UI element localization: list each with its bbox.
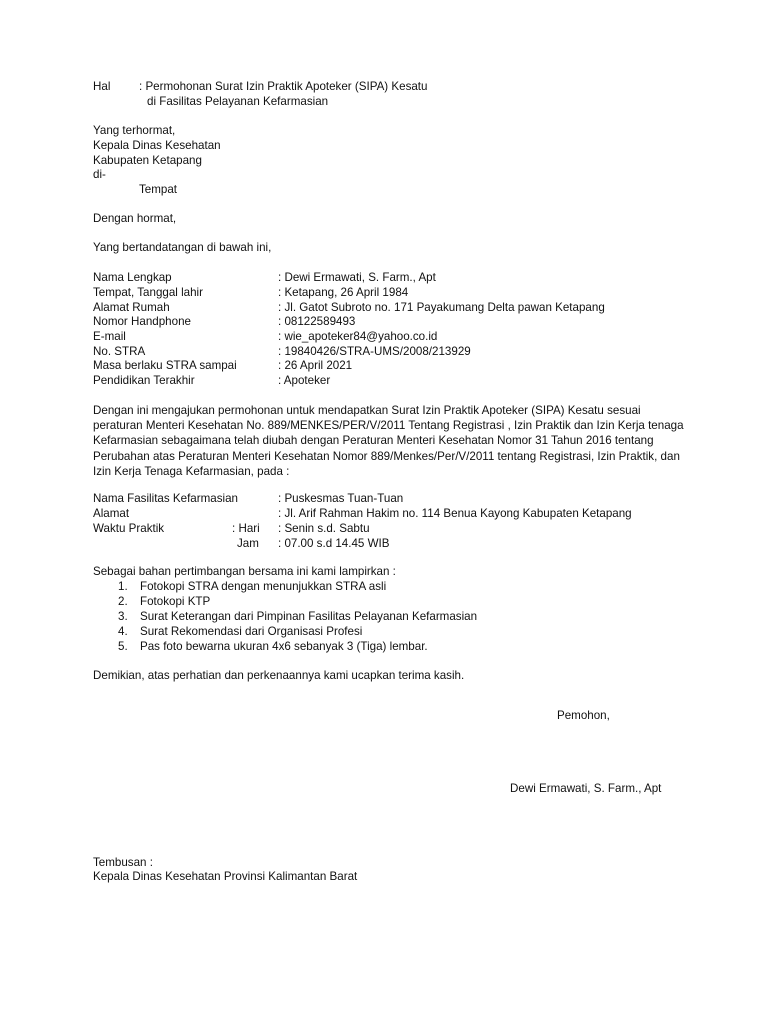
applicant-label-stra-validity: Masa berlaku STRA sampai [93,359,237,372]
addressee-greeting: Yang terhormat, [93,124,176,137]
attachment-number: 4. [118,625,128,638]
attachment-item: Surat Keterangan dari Pimpinan Fasilitas Pelayanan Kefarmasian [140,610,478,623]
signature-role: Pemohon, [557,709,610,722]
attachment-number: 5. [118,640,128,653]
facility-address-value: : Jl. Arif Rahman Hakim no. 114 Benua Kayong Kabupaten Ketapang [278,507,632,520]
facility-day-value: : Senin s.d. Sabtu [278,522,370,535]
body-paragraph: Dengan ini mengajukan permohonan untuk mendapatkan Surat Izin Praktik Apoteker (SIPA) Kesatu sesuai peraturan Menteri Kesehatan No. 889/MENKES/PER/V/2011 Tentang Registrasi , Izin Praktik dan Izin Kerja tenaga Kefarmasian sebagaimana telah diubah dengan Peraturan Menteri Kesehatan Nomor 31 Tahun 2016 tentang Perubahan atas Peraturan Menteri Kesehatan Nomor 889/Menkes/Per/V/2011 tentang Registrasi, Izin Praktik, dan Izin Kerja Tenaga Kefarmasian, pada : [93,404,684,478]
applicant-label-stra: No. STRA [93,345,146,358]
applicant-value-birth: : Ketapang, 26 April 1984 [278,286,409,299]
closing-sentence: Demikian, atas perhatian dan perkenaannya kami ucapkan terima kasih. [93,669,465,682]
attachment-number: 3. [118,610,128,623]
applicant-value-stra-validity: : 26 April 2021 [278,359,353,372]
applicant-label-name: Nama Lengkap [93,271,172,284]
addressee-place: Tempat [139,183,178,196]
facility-address-label: Alamat [93,507,130,520]
facility-hour-label: Jam [237,537,259,550]
salutation: Dengan hormat, [93,212,177,225]
facility-name-label: Nama Fasilitas Kefarmasian [93,492,238,505]
applicant-value-name: : Dewi Ermawati, S. Farm., Apt [278,271,436,284]
applicant-value-email: : wie_apoteker84@yahoo.co.id [278,330,438,343]
addressee-line-2: Kabupaten Ketapang [93,154,202,167]
applicant-label-phone: Nomor Handphone [93,315,191,328]
attachment-item: Fotokopi KTP [140,595,211,608]
applicant-label-education: Pendidikan Terakhir [93,374,195,387]
attachment-item: Surat Rekomendasi dari Organisasi Profesi [140,625,363,638]
applicant-label-address: Alamat Rumah [93,301,170,314]
applicant-label-birth: Tempat, Tanggal lahir [93,286,203,299]
attachment-number: 1. [118,580,128,593]
subject-line-2: di Fasilitas Pelayanan Kefarmasian [147,95,329,108]
subject-label: Hal [93,80,111,93]
addressee-line-3: di- [93,168,106,181]
attachment-item: Fotokopi STRA dengan menunjukkan STRA asli [140,580,387,593]
attachments-intro: Sebagai bahan pertimbangan bersama ini kami lampirkan : [93,565,396,578]
intro: Yang bertandatangan di bawah ini, [93,241,272,254]
facility-name-value: : Puskesmas Tuan-Tuan [278,492,404,505]
attachment-item: Pas foto bewarna ukuran 4x6 sebanyak 3 (Tiga) lembar. [140,640,428,653]
attachment-number: 2. [118,595,128,608]
facility-hour-value: : 07.00 s.d 14.45 WIB [278,537,390,550]
applicant-value-education: : Apoteker [278,374,331,387]
signature-name: Dewi Ermawati, S. Farm., Apt [510,782,662,795]
applicant-label-email: E-mail [93,330,126,343]
applicant-value-address: : Jl. Gatot Subroto no. 171 Payakumang Delta pawan Ketapang [278,301,605,314]
applicant-value-stra: : 19840426/STRA-UMS/2008/213929 [278,345,471,358]
facility-day-label: : Hari [232,522,260,535]
cc-label: Tembusan : [93,856,153,869]
applicant-value-phone: : 08122589493 [278,315,356,328]
facility-time-label: Waktu Praktik [93,522,165,535]
addressee-line-1: Kepala Dinas Kesehatan [93,139,221,152]
subject-line-1: : Permohonan Surat Izin Praktik Apoteker (SIPA) Kesatu [139,80,428,93]
cc-recipient: Kepala Dinas Kesehatan Provinsi Kalimantan Barat [93,870,358,883]
